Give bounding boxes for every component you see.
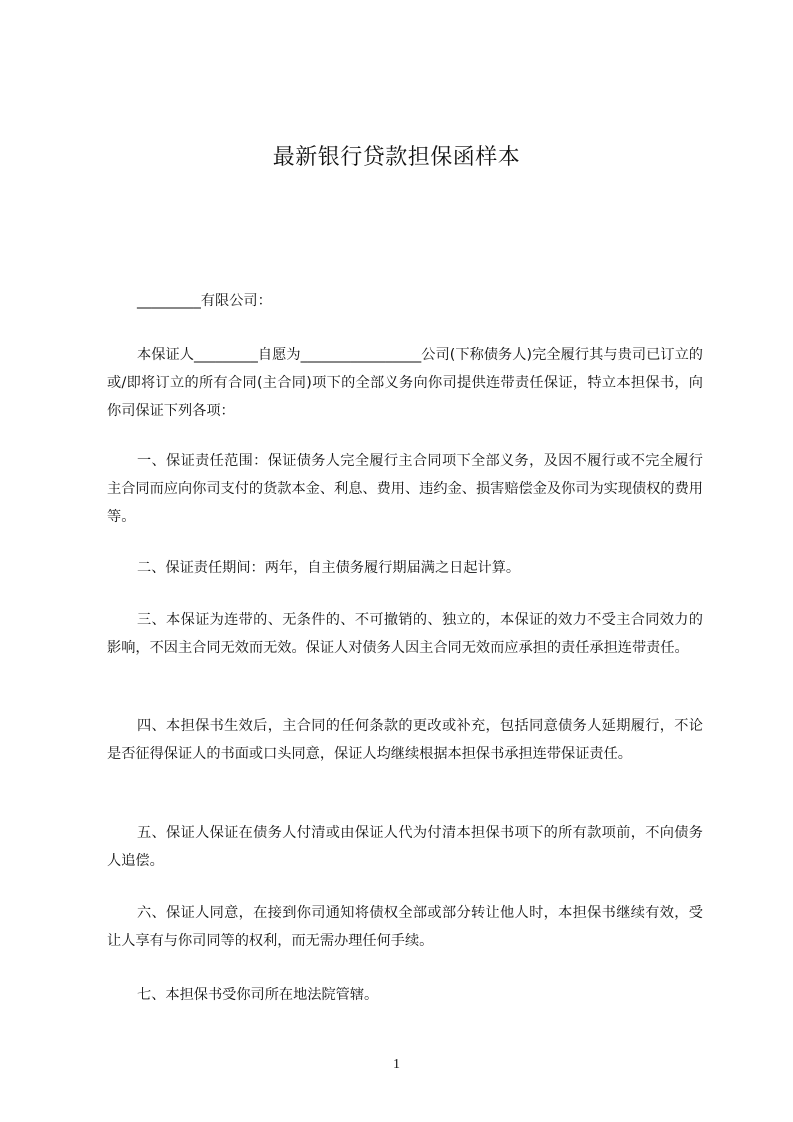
paragraph-clause-1: 一、保证责任范围：保证债务人完全履行主合同项下全部义务，及因不履行或不完全履行主合同而应向你司支付的货款本金、利息、费用、违约金、损害赔偿金及你司为实现债权的费用等。 bbox=[107, 453, 703, 525]
paragraph-clause-4: 四、本担保书生效后，主合同的任何条款的更改或补充，包括同意债务人延期履行，不论是否征得保证人的书面或口头同意，保证人均继续根据本担保书承担连带保证责任。 bbox=[107, 718, 703, 762]
paragraph-clause-2: 二、保证责任期间：两年，自主债务履行期届满之日起计算。 bbox=[137, 560, 521, 576]
salutation-line: _________有限公司： bbox=[137, 293, 272, 309]
paragraph-clause-5: 五、保证人保证在债务人付清或由保证人代为付清本担保书项下的所有款项前，不向债务人追偿。 bbox=[107, 825, 703, 869]
page-number: 1 bbox=[393, 1057, 400, 1072]
paragraph-clause-7: 七、本担保书受你司所在地法院管辖。 bbox=[137, 987, 379, 1003]
paragraph-guarantee-intro: 本保证人_________自愿为_________________公司(下称债务人)完全履行其与贵司已订立的或/即将订立的所有合同(主合同)项下的全部义务向你司提供连带责任保证，特立本担保书，向你司保证下列各项： bbox=[107, 347, 703, 419]
document-title: 最新银行贷款担保函样本 bbox=[272, 145, 521, 170]
paragraph-clause-6: 六、保证人同意，在接到你司通知将债权全部或部分转让他人时，本担保书继续有效，受让人享有与你司同等的权利，而无需办理任何手续。 bbox=[107, 905, 703, 949]
paragraph-clause-3: 三、本保证为连带的、无条件的、不可撤销的、独立的，本保证的效力不受主合同效力的影响，不因主合同无效而无效。保证人对债务人因主合同无效而应承担的责任承担连带责任。 bbox=[107, 612, 703, 656]
